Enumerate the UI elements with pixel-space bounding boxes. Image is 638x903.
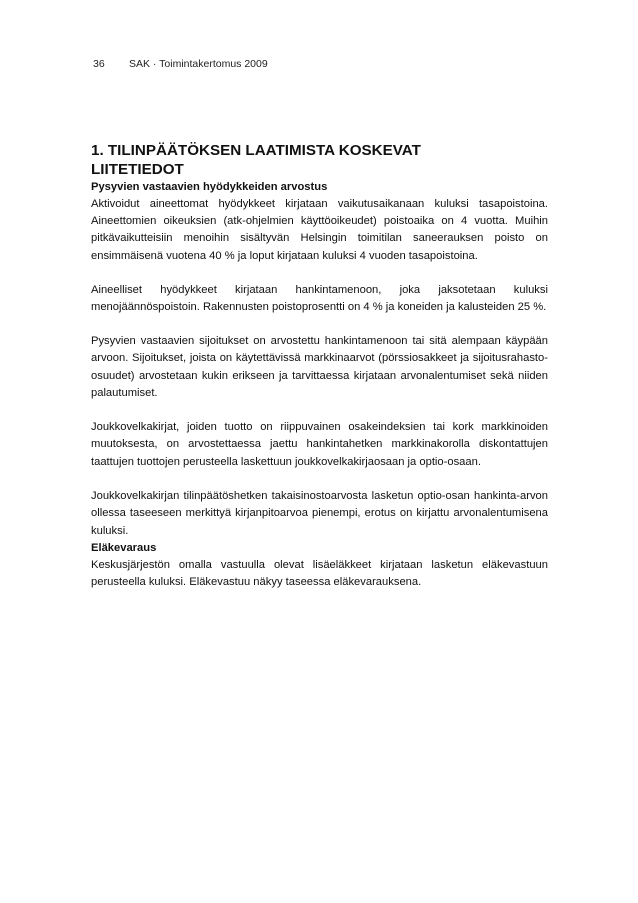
page-number: 36 xyxy=(93,58,105,70)
paragraph: Joukkovelkakirjat, joiden tuotto on riippuvainen osakeindeksien tai kork markkinoiden muutoksesta, on arvostettaessa jaettu hankintahetken markkinakorolla diskontattujen taattujen tuottojen perusteella laskettuun joukkovelkakirjaosaan ja optio-osaan. xyxy=(91,421,548,468)
section-heading: Eläkevaraus xyxy=(91,542,157,554)
running-header xyxy=(93,57,268,71)
paragraph: Aineelliset hyödykkeet kirjataan hankintamenoon, joka jaksotetaan kuluksi menojäännöspoistoin. Rakennusten poistoprosentti on 4 % ja koneiden ja kalusteiden 25 %. xyxy=(91,283,548,314)
document-body xyxy=(91,141,548,591)
section-pension-provision xyxy=(91,540,548,591)
paragraph: Keskusjärjestön omalla vastuulla olevat lisäeläkkeet kirjataan lasketun eläkevastuun perusteella kuluksi. Eläkevastuu näkyy taseessa eläkevarauksena. xyxy=(91,558,548,588)
section-heading: Pysyvien vastaavien hyödykkeiden arvostus xyxy=(91,181,328,193)
paragraph: Joukkovelkakirjan tilinpäätöshetken takaisinostoarvosta lasketun optio-osan hankinta-arvon ollessa taseeseen merkittyä kirjanpitoarvoa pienempi, erotus on kirjattu arvonalentumisena kuluksi. xyxy=(91,489,548,537)
paragraph: Pysyvien vastaavien sijoitukset on arvostettu hankintamenoon tai sitä alempaan käypään arvoon. Sijoitukset, joista on käytettävissä markkinaarvot (pörssiosakkeet ja sijoitusrahasto-osuudet) arvostetaan kukin erikseen ja tarvittaessa kirjataan arvonalentumiset sekä niiden palautumiset. xyxy=(91,334,548,400)
publication-title: SAK · Toimintakertomus 2009 xyxy=(129,58,268,70)
section-asset-valuation xyxy=(91,179,548,540)
paragraph: Aktivoidut aineettomat hyödykkeet kirjataan vaikutusaikanaan kuluksi tasapoistoina. Aineettomien oikeuksien (atk-ohjelmien käyttöoikeudet) poistoaika on 4 vuotta. Muihin pitkävaikutteisiin menoihin sisältyvän Helsingin toimitilan saneerauksen poisto on ensimmäisenä vuotena 40 % ja loput kirjataan kuluksi 4 vuoden tasapoistoina. xyxy=(91,197,548,262)
page-title: 1. TILINPÄÄTÖKSEN LAATIMISTA KOSKEVAT LIITETIEDOT xyxy=(91,142,421,178)
